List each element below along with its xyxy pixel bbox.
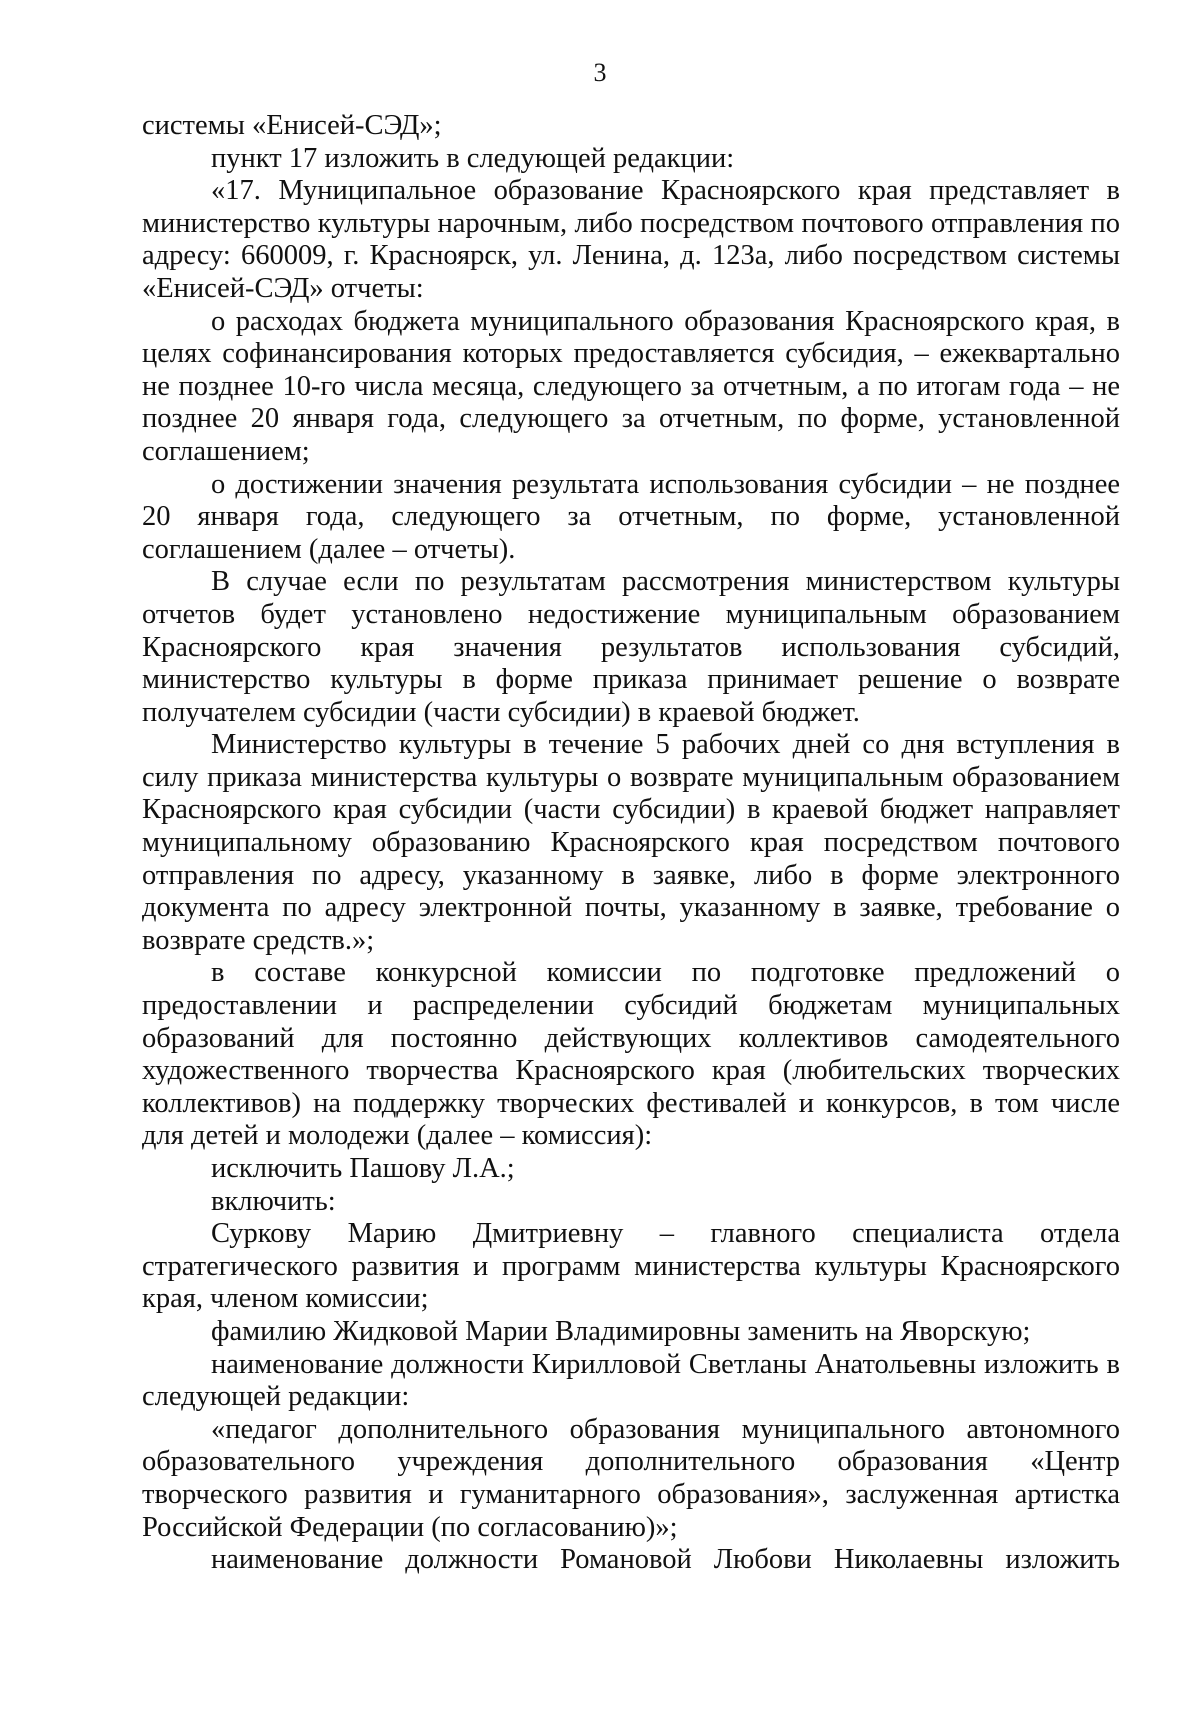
paragraph: Министерство культуры в течение 5 рабочих дней со дня вступления в силу приказа министерства культуры о возврате муниципальным образованием Красноярского края субсидии (части субсидии) в краевой бюджет направляет муниципальному образованию Красноярского края посредством почтового отправления по адресу, указанному в заявке, либо в форме электронного документа по адресу электронной почты, указанному в заявке, требование о возврате средств.»; [142,729,1120,956]
page-number: 3 [593,58,607,87]
paragraph: Суркову Марию Дмитриевну – главного специалиста отдела стратегического развития и программ министерства культуры Красноярского края, членом комиссии; [142,1218,1120,1315]
paragraph: фамилию Жидковой Марии Владимировны заменить на Яворскую; [211,1315,1031,1347]
paragraph: В случае если по результатам рассмотрения министерством культуры отчетов будет установлено недостижение муниципальным образованием Красноярского края значения результатов использования субсидий, министерство культуры в форме приказа принимает решение о возврате получателем субсидии (части субсидии) в краевой бюджет. [142,566,1120,728]
paragraph: о расходах бюджета муниципального образования Красноярского края, в целях софинансирования которых предоставляется субсидия, – ежеквартально не позднее 10-го числа месяца, следующего за отчетным, а по итогам года – не позднее 20 января года, следующего за отчетным, по форме, установленной соглашением; [142,305,1120,467]
paragraph: о достижении значения результата использования субсидии – не позднее 20 января года, следующего за отчетным, по форме, установленной соглашением (далее – отчеты). [142,468,1120,565]
document-body [142,110,1120,1577]
paragraph: «17. Муниципальное образование Красноярского края представляет в министерство культуры нарочным, либо посредством почтового отправления по адресу: 660009, г. Красноярск, ул. Ленина, д. 123а, либо посредством системы «Енисей-СЭД» отчеты: [142,175,1120,304]
paragraph: в составе конкурсной комиссии по подготовке предложений о предоставлении и распределении субсидий бюджетам муниципальных образований для постоянно действующих коллективов самодеятельного художественного творчества Красноярского края (любительских творческих коллективов) на поддержку творческих фестивалей и конкурсов, в том числе для детей и молодежи (далее – комиссия): [142,957,1120,1152]
paragraph: «педагог дополнительного образования муниципального автономного образовательного учреждения дополнительного образования «Центр творческого развития и гуманитарного образования», заслуженная артистка Российской Федерации (по согласованию)»; [142,1413,1120,1543]
paragraph: пункт 17 изложить в следующей редакции: [211,142,735,174]
paragraph: системы «Енисей-СЭД»; [142,110,442,141]
paragraph: наименование должности Кирилловой Светланы Анатольевны изложить в следующей редакции: [142,1348,1120,1413]
paragraph: наименование должности Романовой Любови Николаевны изложить [211,1544,1120,1576]
paragraph: включить: [211,1185,336,1217]
paragraph: исключить Пашову Л.А.; [211,1153,515,1184]
